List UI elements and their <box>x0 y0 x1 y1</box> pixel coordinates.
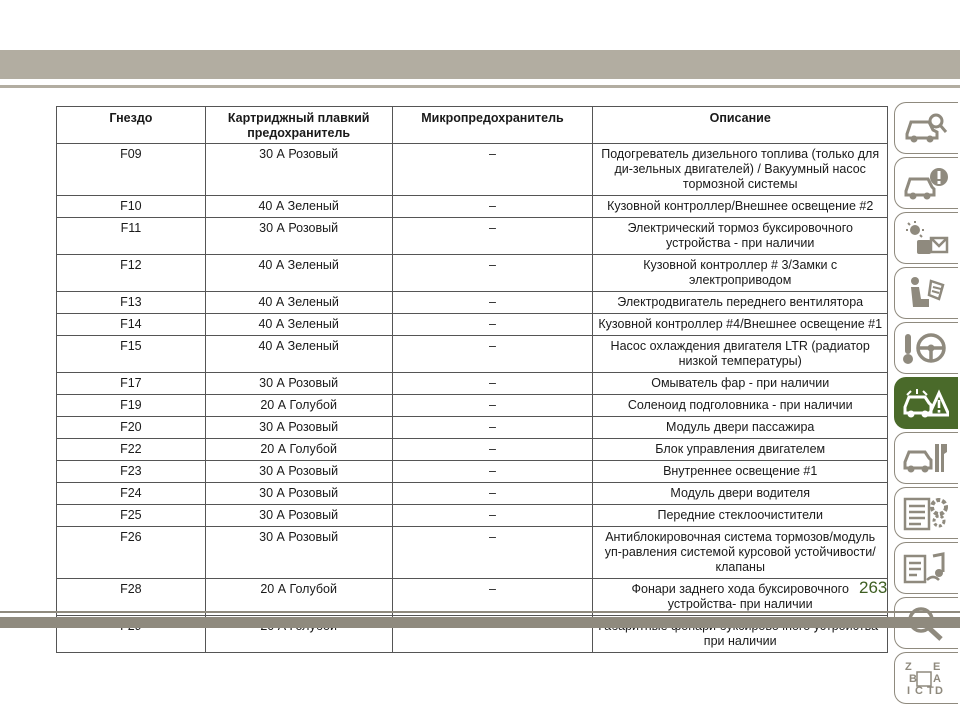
cell-description: Передние стеклоочистители <box>593 505 888 527</box>
cell-cartridge-fuse: 40 А Зеленый <box>205 314 392 336</box>
cell-cartridge-fuse: 30 А Розовый <box>205 218 392 255</box>
cell-micro-fuse: – <box>392 483 593 505</box>
cell-description: Кузовной контроллер # 3/Замки с электроприводом <box>593 255 888 292</box>
cell-socket: F23 <box>57 461 206 483</box>
cell-micro-fuse: – <box>392 439 593 461</box>
cell-cartridge-fuse: 20 А Голубой <box>205 395 392 417</box>
cell-micro-fuse: – <box>392 255 593 292</box>
cell-socket: F09 <box>57 144 206 196</box>
header-description: Описание <box>593 107 888 144</box>
tab-alphabet-index[interactable] <box>894 652 958 704</box>
cell-micro-fuse: – <box>392 196 593 218</box>
fuse-table-body <box>57 144 888 653</box>
cell-cartridge-fuse: 30 А Розовый <box>205 373 392 395</box>
table-row <box>57 483 888 505</box>
tab-spec-list[interactable] <box>894 487 958 539</box>
cell-socket: F13 <box>57 292 206 314</box>
fuse-table <box>56 106 888 653</box>
tab-multimedia[interactable] <box>894 542 958 594</box>
cell-socket: F25 <box>57 505 206 527</box>
cell-micro-fuse: – <box>392 579 593 616</box>
table-row <box>57 373 888 395</box>
cell-micro-fuse: – <box>392 395 593 417</box>
tab-car-search[interactable] <box>894 102 958 154</box>
cell-description: при наличии <box>593 616 888 653</box>
header-cartridge-fuse: Картриджный плавкий предохранитель <box>205 107 392 144</box>
tab-airbag-seat[interactable] <box>894 267 958 319</box>
index-letter: A <box>933 673 941 685</box>
header-micro-fuse: Микропредохранитель <box>392 107 593 144</box>
car-info-icon <box>903 165 949 201</box>
index-letter: I <box>907 685 911 696</box>
cell-socket: F20 <box>57 417 206 439</box>
cell-description: Внутреннее освещение #1 <box>593 461 888 483</box>
cell-socket: F12 <box>57 255 206 292</box>
table-row <box>57 292 888 314</box>
tab-dashboard-lights[interactable] <box>894 212 958 264</box>
cell-description: Антиблокировочная система тормозов/модуль уп-равления системой курсовой устойчивости/клапаны <box>593 527 888 579</box>
cell-description: Кузовной контроллер #4/Внешнее освещение #1 <box>593 314 888 336</box>
table-row <box>57 461 888 483</box>
table-row <box>57 579 888 616</box>
header-rule <box>0 85 960 88</box>
cell-cartridge-fuse: 30 А Розовый <box>205 527 392 579</box>
cell-description: Подогреватель дизельного топлива (только для ди-зельных двигателей) / Вакуумный насос тормозной системы <box>593 144 888 196</box>
table-row <box>57 144 888 196</box>
cell-cartridge-fuse: 30 А Розовый <box>205 505 392 527</box>
tab-car-info[interactable] <box>894 157 958 209</box>
cell-description: Насос охлаждения двигателя LTR (радиатор низкой температуры) <box>593 336 888 373</box>
tab-car-tools[interactable] <box>894 432 958 484</box>
index-letter: Z <box>905 661 912 673</box>
car-hazard-icon <box>903 385 949 421</box>
cell-micro-fuse: – <box>392 144 593 196</box>
header-band <box>0 50 960 79</box>
car-tools-icon <box>903 440 949 476</box>
cell-micro-fuse: – <box>392 218 593 255</box>
footer-rule <box>0 611 960 613</box>
tab-steering-wheel[interactable] <box>894 322 958 374</box>
cell-cartridge-fuse: 40 А Зеленый <box>205 255 392 292</box>
cell-cartridge-fuse: 20 А Голубой <box>205 439 392 461</box>
cell-micro-fuse: – <box>392 373 593 395</box>
cell-socket: F11 <box>57 218 206 255</box>
table-row <box>57 395 888 417</box>
index-letter: D <box>935 685 943 696</box>
cell-description: Электрический тормоз буксировочного устройства - при наличии <box>593 218 888 255</box>
index-letter: T <box>927 685 934 696</box>
table-row <box>57 196 888 218</box>
cell-socket: F24 <box>57 483 206 505</box>
cell-cartridge-fuse: 40 А Зеленый <box>205 292 392 314</box>
table-row <box>57 505 888 527</box>
cell-description: Фонари заднего хода буксировочного устройства- при наличии <box>593 579 888 616</box>
cell-cartridge-fuse: 30 А Розовый <box>205 144 392 196</box>
header-socket: Гнездо <box>57 107 206 144</box>
index-letter: E <box>933 661 941 673</box>
table-row <box>57 255 888 292</box>
cell-micro-fuse: – <box>392 292 593 314</box>
cell-socket: F14 <box>57 314 206 336</box>
tab-car-hazard[interactable] <box>894 377 958 429</box>
cell-description: Модуль двери водителя <box>593 483 888 505</box>
cell-micro-fuse: – <box>392 314 593 336</box>
cell-description: Модуль двери пассажира <box>593 417 888 439</box>
cell-cartridge-fuse: 30 А Розовый <box>205 417 392 439</box>
airbag-seat-icon <box>903 275 949 311</box>
cell-description: Соленоид подголовника - при наличии <box>593 395 888 417</box>
dashboard-lights-icon <box>903 220 949 256</box>
table-row <box>57 314 888 336</box>
cell-micro-fuse: – <box>392 527 593 579</box>
table-row <box>57 218 888 255</box>
cell-micro-fuse: – <box>392 417 593 439</box>
cell-cartridge-fuse: 20 А Голубой <box>205 579 392 616</box>
cell-cartridge-fuse: 40 А Зеленый <box>205 196 392 218</box>
cell-description: Омыватель фар - при наличии <box>593 373 888 395</box>
cell-cartridge-fuse: 30 А Розовый <box>205 461 392 483</box>
table-row <box>57 527 888 579</box>
table-header-row <box>57 107 888 144</box>
cell-socket: F10 <box>57 196 206 218</box>
cell-socket: F22 <box>57 439 206 461</box>
cell-description: Кузовной контроллер/Внешнее освещение #2 <box>593 196 888 218</box>
car-search-icon <box>903 110 949 146</box>
cell-description: Электродвигатель переднего вентилятора <box>593 292 888 314</box>
multimedia-icon <box>903 550 949 586</box>
spec-list-icon <box>903 495 949 531</box>
cell-description: Блок управления двигателем <box>593 439 888 461</box>
cell-cartridge-fuse: 30 А Розовый <box>205 483 392 505</box>
table-row <box>57 336 888 373</box>
table-row <box>57 439 888 461</box>
table-row <box>57 417 888 439</box>
cell-socket: F17 <box>57 373 206 395</box>
cell-cartridge-fuse: 40 А Зеленый <box>205 336 392 373</box>
cell-micro-fuse: – <box>392 461 593 483</box>
steering-wheel-icon <box>903 330 949 366</box>
footer-band <box>0 617 960 628</box>
cell-socket: F26 <box>57 527 206 579</box>
cell-socket: F15 <box>57 336 206 373</box>
cell-micro-fuse: – <box>392 336 593 373</box>
index-letter: B <box>909 673 917 685</box>
alphabet-index-icon <box>903 660 949 696</box>
cell-socket: F28 <box>57 579 206 616</box>
page-number: 263 <box>859 578 888 597</box>
index-letter: C <box>915 685 923 696</box>
cell-micro-fuse: – <box>392 505 593 527</box>
cell-socket: F19 <box>57 395 206 417</box>
